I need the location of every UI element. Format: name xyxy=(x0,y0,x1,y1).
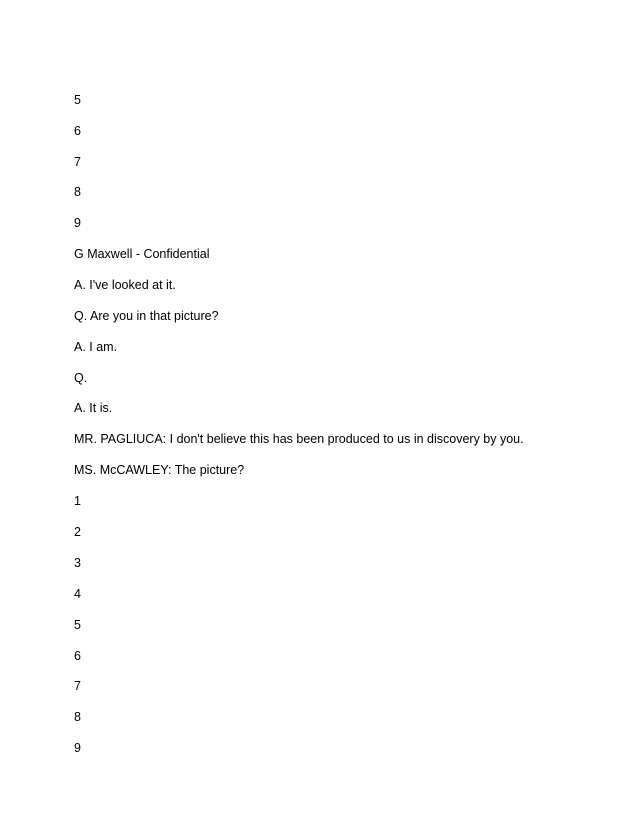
transcript-answer-1: A. I've looked at it. xyxy=(74,278,176,292)
line-number-8: 8 xyxy=(74,185,81,199)
transcript-statement-pagliuca: MR. PAGLIUCA: I don't believe this has been produced to us in discovery by you. xyxy=(74,432,524,446)
transcript-answer-2: A. I am. xyxy=(74,340,118,354)
confidential-header: G Maxwell - Confidential xyxy=(74,247,210,261)
line-number-5b: 5 xyxy=(74,618,81,632)
line-number-4b: 4 xyxy=(74,587,81,601)
transcript-answer-3: A. It is. xyxy=(74,401,113,415)
line-number-1b: 1 xyxy=(74,494,81,508)
transcript-question-2: Q. xyxy=(74,371,88,385)
line-number-8b: 8 xyxy=(74,710,81,724)
line-number-6: 6 xyxy=(74,124,81,138)
transcript-statement-mccawley: MS. McCAWLEY: The picture? xyxy=(74,463,245,477)
line-number-7b: 7 xyxy=(74,679,81,693)
transcript-question-1: Q. Are you in that picture? xyxy=(74,309,219,323)
line-number-9b: 9 xyxy=(74,741,81,755)
line-number-3b: 3 xyxy=(74,556,81,570)
line-number-7: 7 xyxy=(74,155,81,169)
line-number-6b: 6 xyxy=(74,649,81,663)
line-number-5: 5 xyxy=(74,93,81,107)
line-number-2b: 2 xyxy=(74,525,81,539)
line-number-9: 9 xyxy=(74,216,81,230)
